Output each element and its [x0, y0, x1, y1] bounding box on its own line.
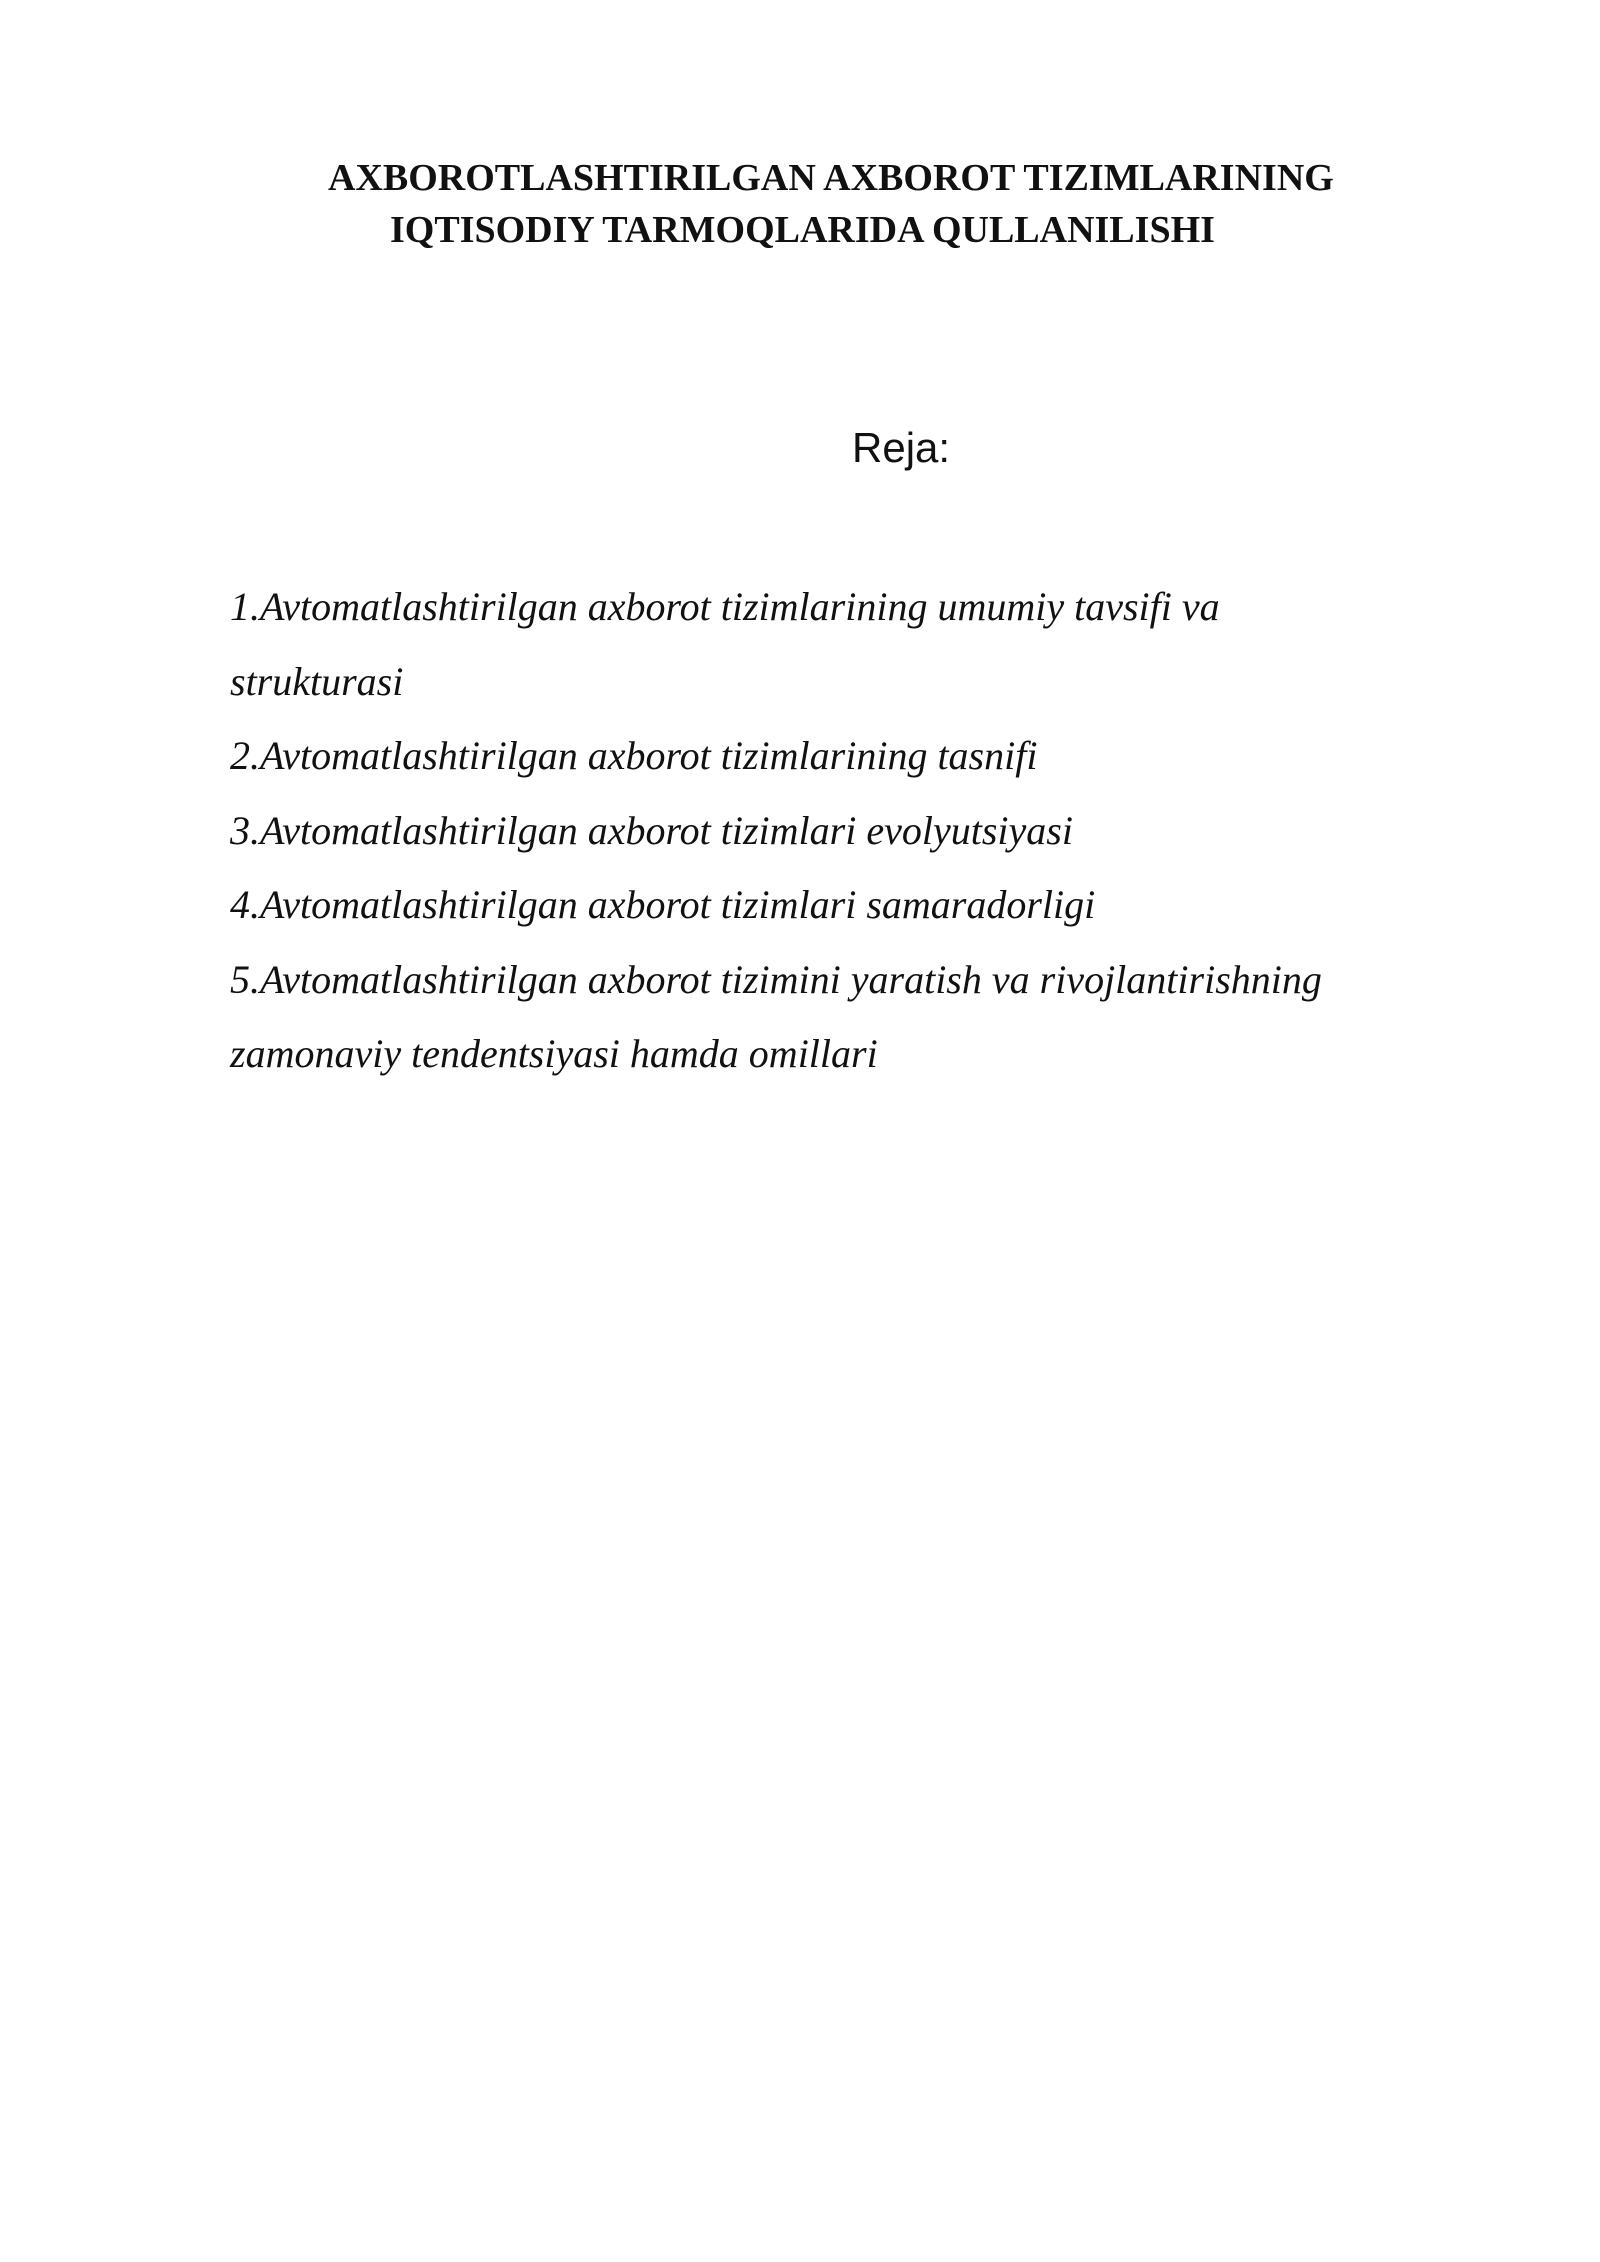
plan-item-1: 1.Avtomatlashtirilgan axborot tizimlarining umumiy tavsifi va strukturasi — [230, 584, 1220, 704]
plan-item-3: 3.Avtomatlashtirilgan axborot tizimlari evolyutsiyasi — [230, 807, 1073, 853]
plan-item-2: 2.Avtomatlashtirilgan axborot tizimlarining tasnifi — [230, 733, 1038, 778]
plan-item-5: 5.Avtomatlashtirilgan axborot tizimini yaratish va rivojlantirishning zamonaviy tendentsiyasi hamda omillari — [230, 956, 1322, 1076]
plan-heading: Reja: — [852, 424, 951, 471]
title-line-1: AXBOROTLASHTIRILGAN AXBOROT TIZIMLARINING — [328, 157, 1334, 199]
document-title — [300, 152, 1500, 256]
plan-item-4: 4.Avtomatlashtirilgan axborot tizimlari samaradorligi — [230, 882, 1096, 927]
plan-list — [230, 570, 1380, 1092]
title-line-2: IQTISODIY TARMOQLARIDA QULLANILISHI — [390, 209, 1215, 251]
